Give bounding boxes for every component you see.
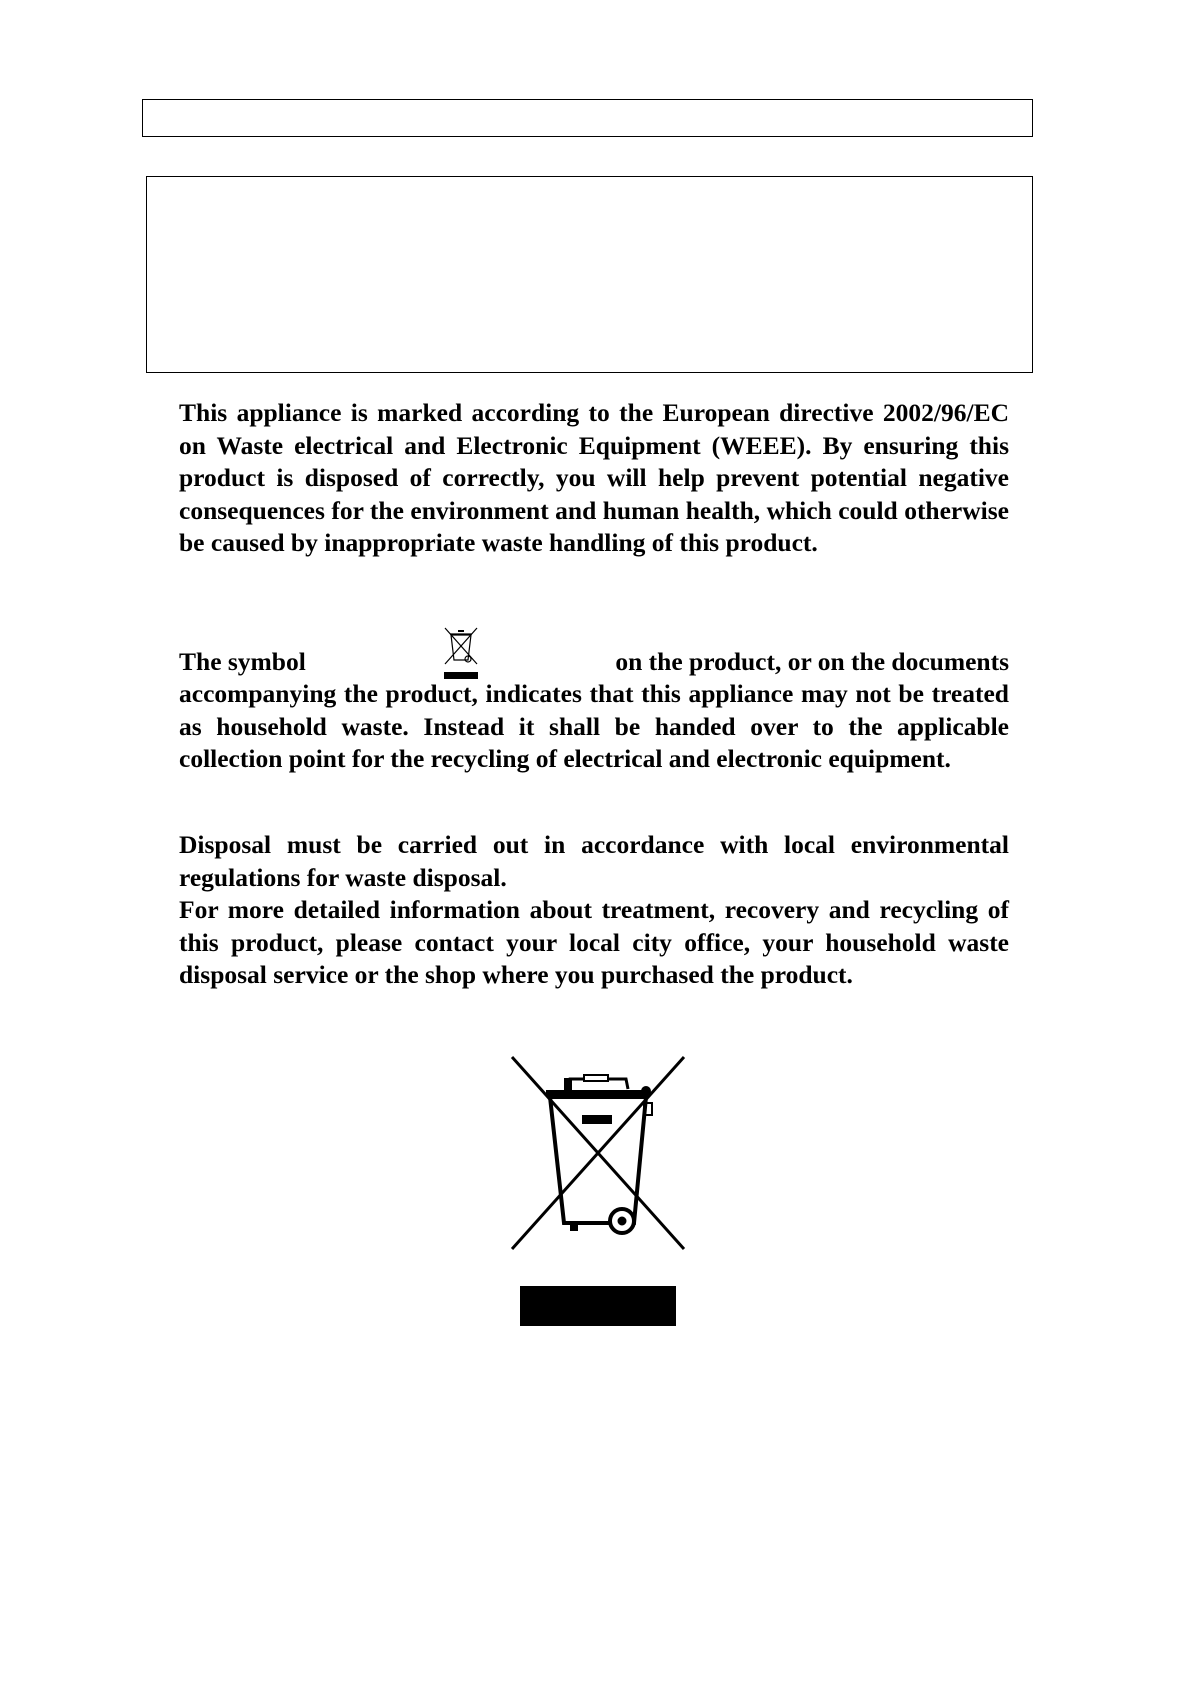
symbol-line — [179, 626, 1009, 678]
crossed-out-wheelie-bin-icon — [510, 1055, 686, 1251]
symbol-line-start: The symbol — [179, 646, 306, 676]
weee-paragraph-directive — [179, 397, 1009, 560]
weee-paragraph-disposal — [179, 829, 1009, 992]
crossed-out-wheelie-bin-icon — [441, 626, 481, 682]
weee-marking-bar — [520, 1286, 676, 1326]
symbol-line-end: on the product, or on the documents — [615, 646, 1009, 676]
paragraph-symbol-rest: accompanying the product, indicates that this appliance may not be treated as household waste. Instead it shall be handed over to the applicable collection point for the recycling of electrical and electronic equipment. — [179, 679, 1009, 773]
top-title-box — [142, 99, 1033, 137]
paragraph-contact-text: For more detailed information about treatment, recovery and recycling of this product, please contact your local city office, your household waste disposal service or the shop where you purchased the product. — [179, 895, 1009, 989]
paragraph-directive-text: This appliance is marked according to the European directive 2002/96/EC on Waste electrical and Electronic Equipment (WEEE). By ensuring this product is disposed of correctly, you will help prevent potential negative consequences for the environment and human health, which could otherwise be caused by inappropriate waste handling of this product. — [179, 398, 1009, 557]
weee-paragraph-symbol — [179, 626, 1009, 776]
paragraph-disposal-text: Disposal must be carried out in accordance with local environmental regulations for waste disposal. — [179, 830, 1009, 892]
header-box — [146, 176, 1033, 373]
